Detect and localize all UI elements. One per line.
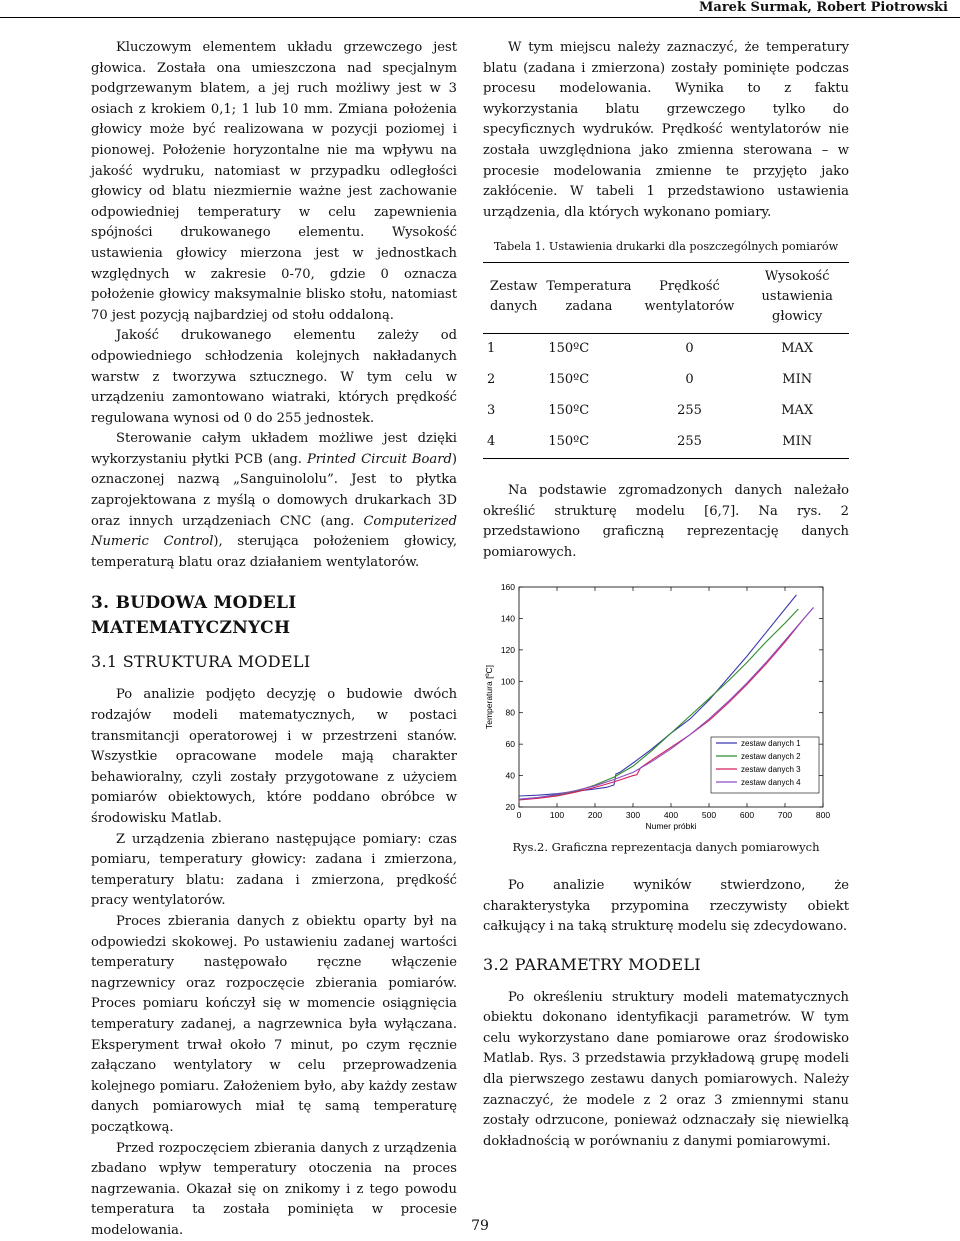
section-heading-line: MATEMATYCZNYCH [91,618,290,638]
header-authors: Marek Surmak, Robert Piotrowski [699,0,948,15]
emphasis: Computerized Numeric Control [91,514,457,550]
y-tick-label: 20 [506,802,516,812]
y-tick-label: 160 [501,582,515,592]
paragraph: Proces zbierania danych z obiektu oparty był na odpowiedzi skokowej. Po ustawieniu zadanej wartości temperatury następowało ręczne włączenie nagrzewnicy oraz rozpoczęcie zbierania pomiarów. Proces pomiaru kończył się w momencie osiągnięcia temperatury zadanej, a nagrzewnica była wyłączana. Eksperyment trwał około 7 minut, po czym ręcznie załączano wentylatory w celu przeprowadzenia kolejnego pomiaru. Założeniem było, aby każdy zestaw danych pomiarowych miał tę samą temperaturę początkową. [91,912,457,1139]
x-tick-label: 400 [664,810,678,820]
table-row [483,396,849,427]
table-header-cell: Prędkość wentylatorów [634,262,746,333]
table-cell: 3 [483,396,544,427]
table-cell: 150ºC [544,396,633,427]
table-cell: MAX [745,396,849,427]
table-cell: 2 [483,365,544,396]
legend-label: zestaw danych 4 [741,778,801,787]
y-tick-label: 60 [506,739,516,749]
table-cell: 1 [483,333,544,365]
table-cell: 4 [483,427,544,459]
table-cell: 255 [634,427,746,459]
table-header-cell: Zestaw danych [483,262,544,333]
x-axis-label: Numer próbki [645,821,696,831]
y-tick-label: 40 [506,771,516,781]
table-header-row [483,262,849,333]
table-cell: 150ºC [544,333,633,365]
x-tick-label: 0 [517,810,522,820]
table-cell: 255 [634,396,746,427]
paragraph: W tym miejscu należy zaznaczyć, że temperatury blatu (zadana i zmierzona) zostały pominięte podczas procesu modelowania. Wynika to z faktu wykorzystania blatu grzewczego tylko do specyficznych wydruków. Prędkość wentylatorów nie została uwzględniona jako zmienna sterowana – w procesie modelowania zmienne te przyjęto jako zakłócenie. W tabeli 1 przedstawiono ustawienia urządzenia, dla których wykonano pomiary. [483,38,849,223]
x-tick-label: 200 [588,810,602,820]
x-tick-label: 300 [626,810,640,820]
table-cell: MIN [745,427,849,459]
temperature-chart [483,577,849,835]
table-cell: MIN [745,365,849,396]
table-row [483,365,849,396]
paragraph: Kluczowym elementem układu grzewczego jest głowica. Została ona umieszczona nad specjalnym podgrzewanym blatem, a jej ruch możliwy jest w 3 osiach z krokiem 0,1; 1 lub 10 mm. Zmiana położenia głowicy może być realizowana w pozycji poziomej i pionowej. Położenie horyzontalne nie ma wpływu na jakość wydruku, natomiast w przypadku odległości głowicy od blatu niezmiernie ważne jest zachowanie odpowiedniej temperatury w celu zapewnienia spójności drukowanego elementu. Wysokość ustawienia głowicy mierzona jest w jednostkach względnych w zakresie 0-70, gdzie 0 oznacza położenie głowicy maksymalnie blisko stołu, natomiast 70 jest pozycją najbardziej od stołu oddaloną. [91,38,457,326]
table-row [483,333,849,365]
y-tick-label: 120 [501,645,515,655]
x-tick-label: 600 [740,810,754,820]
table-row [483,427,849,459]
subsection-heading: 3.2 PARAMETRY MODELI [483,954,849,976]
paragraph: Z urządzenia zbierano następujące pomiary: czas pomiaru, temperatury głowicy: zadana i zmierzona, temperatury blatu: zadana i zmierzona, prędkość pracy wentylatorów. [91,830,457,912]
paragraph: Na podstawie zgromadzonych danych należało określić strukturę modelu [6,7]. Na rys. 2 przedstawiono graficzną reprezentację danych pomiarowych. [483,481,849,563]
x-tick-label: 700 [778,810,792,820]
paragraph: Jakość drukowanego elementu zależy od odpowiedniego schłodzenia kolejnych nakładanych warstw z tworzywa sztucznego. W tym celu w urządzeniu zamontowano wiatraki, których prędkość regulowana wynosi od 0 do 255 jednostek. [91,326,457,429]
table-header-cell: Temperatura zadana [544,262,633,333]
table-cell: MAX [745,333,849,365]
y-tick-label: 100 [501,677,515,687]
section-heading [91,591,457,641]
y-tick-label: 80 [506,708,516,718]
header-rule [0,17,960,18]
x-tick-label: 800 [816,810,830,820]
paragraph: Po analizie wyników stwierdzono, że charakterystyka przypomina rzeczywisty obiekt całkujący i na taką strukturę modelu się zdecydowano. [483,876,849,938]
table-caption: Tabela 1. Ustawienia drukarki dla poszczególnych pomiarów [483,237,849,258]
table-header-cell: Wysokość ustawienia głowicy [745,262,849,333]
settings-table [483,262,849,459]
x-tick-label: 500 [702,810,716,820]
paragraph [91,429,457,573]
paragraph: Po określeniu struktury modeli matematycznych obiektu dokonano identyfikacji parametrów. W tym celu wykorzystano dane pomiarowe oraz środowisko Matlab. Rys. 3 przedstawia przykładową grupę modeli dla pierwszego zestawu danych pomiarowych. Należy zaznaczyć, że modele z 2 oraz 3 zmiennymi stanu zostały odrzucone, ponieważ odznaczały się niewielką dokładnością w porównaniu z danymi pomiarowymi. [483,988,849,1153]
table-cell: 0 [634,365,746,396]
legend-label: zestaw danych 2 [741,752,801,761]
y-axis-label: Temperatura [ºC] [484,665,494,729]
temperature-chart-svg [483,577,849,835]
x-tick-label: 100 [550,810,564,820]
figure-caption: Rys.2. Graficzna reprezentacja danych pomiarowych [483,837,849,858]
text-run: Sterowanie całym układem możliwe jest dzięki wykorzystaniu płytki PCB (ang. [91,431,457,467]
text-run: ), sterująca położeniem głowicy, temperaturą blatu oraz działaniem wentylatorów. [91,534,457,570]
text-run: ) oznaczonej nazwą „Sanguinololu”. Jest to płytka zaprojektowana z myślą o domowych drukarkach 3D oraz innych urządzeniach CNC (ang. [91,452,457,529]
emphasis: Printed Circuit Board [307,452,452,467]
section-heading-line: 3. BUDOWA MODELI [91,593,297,613]
paragraph: Po analizie podjęto decyzję o budowie dwóch rodzajów modeli matematycznych, w postaci transmitancji operatorowej i w przestrzeni stanów. Wszystkie opracowane modele mają charakter behawioralny, czyli zostały przygotowane z użyciem pomiarów obiektowych, które poddano obróbce w środowisku Matlab. [91,685,457,829]
right-column [483,38,849,1152]
left-column [91,38,457,1241]
legend-label: zestaw danych 3 [741,765,801,774]
page-number: 79 [0,1218,960,1234]
paragraph: Przed rozpoczęciem zbierania danych z urządzenia zbadano wpływ temperatury otoczenia na proces nagrzewania. Okazał się on znikomy i z tego powodu temperatura ta została pominięta w procesie modelowania. [91,1139,457,1241]
subsection-heading: 3.1 STRUKTURA MODELI [91,651,457,673]
page-header [0,0,960,18]
table-cell: 0 [634,333,746,365]
y-tick-label: 140 [501,614,515,624]
table-cell: 150ºC [544,427,633,459]
legend-label: zestaw danych 1 [741,739,801,748]
table-cell: 150ºC [544,365,633,396]
